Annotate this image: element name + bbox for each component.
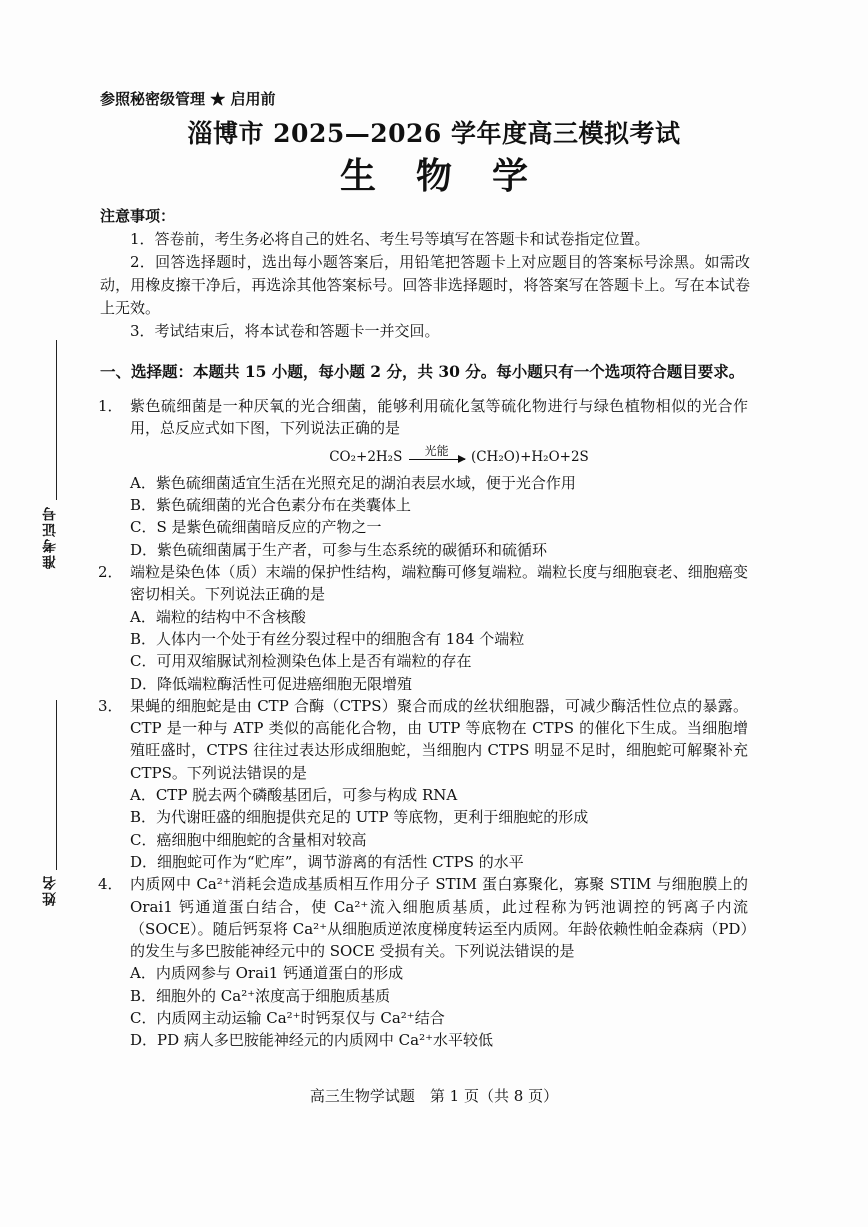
option-d: D．PD 病人多巴胺能神经元的内质网中 Ca²⁺水平较低 (130, 1031, 494, 1050)
arrow-condition: 光能 (424, 443, 449, 458)
reaction-arrow (409, 443, 465, 460)
option-c: C．可用双缩脲试剂检测染色体上是否有端粒的存在 (130, 652, 472, 671)
question-stem: 端粒是染色体（质）末端的保护性结构，端粒酶可修复端粒。端粒长度与细胞衰老、细胞癌变密切相关。下列说法正确的是 (130, 563, 748, 604)
formula-reactants: CO₂+2H₂S (329, 448, 403, 465)
option-c: C．内质网主动运输 Ca²⁺时钙泵仅与 Ca²⁺结合 (130, 1009, 445, 1028)
question-number: 4． (98, 875, 123, 894)
option-a: A．端粒的结构中不含核酸 (130, 607, 306, 626)
question-1 (98, 395, 748, 561)
question-stem: 内质网中 Ca²⁺消耗会造成基质相互作用分子 STIM 蛋白寡聚化，寡聚 STIM 与细胞膜上的 Orai1 钙通道蛋白结合，使 Ca²⁺流入细胞质基质，此过程称为钙池调控的钙离子内流（SOCE）。随后钙泵将 Ca²⁺从细胞质逆浓度梯度转运至内质网。年龄依赖性帕金森病（PD）的发生与多巴胺能神经元中的 SOCE 受损有关。下列说法错误的是 (130, 875, 748, 961)
option-b: B．细胞外的 Ca²⁺浓度高于细胞质基质 (130, 986, 391, 1005)
option-b: B．为代谢旺盛的细胞提供充足的 UTP 等底物，更利于细胞蛇的形成 (130, 808, 589, 827)
formula-products: (CH₂O)+H₂O+2S (470, 448, 589, 465)
margin-line-name (56, 700, 57, 870)
question-2 (98, 561, 748, 695)
option-c: C．癌细胞中细胞蛇的含量相对较高 (130, 830, 367, 849)
margin-label-exam-id: 准考证号 (42, 505, 58, 569)
option-b: B．紫色硫细菌的光合色素分布在类囊体上 (130, 496, 412, 515)
notice-item: 2．回答选择题时，选出每小题答案后，用铅笔把答题卡上对应题目的答案标号涂黑。如需改动，用橡皮擦干净后，再选涂其他答案标号。回答非选择题时，将答案写在答题卡上。写在本试卷上无效。 (100, 253, 750, 317)
question-number: 3． (98, 696, 123, 715)
question-3 (98, 695, 748, 873)
question-list (98, 395, 748, 1052)
option-a: A．CTP 脱去两个磷酸基团后，可参与构成 RNA (130, 786, 458, 805)
notice-item: 3．考试结束后，将本试卷和答题卡一并交回。 (130, 322, 440, 340)
section-heading: 一、选择题：本题共 15 小题，每小题 2 分，共 30 分。每小题只有一个选项符合题目要求。 (100, 362, 745, 381)
exam-title: 淄博市 2025—2026 学年度高三模拟考试 (187, 119, 681, 148)
page-footer: 高三生物学试题 第 1 页（共 8 页） (309, 1087, 559, 1105)
notice-list (100, 228, 750, 343)
option-d: D．紫色硫细菌属于生产者，可参与生态系统的碳循环和硫循环 (130, 540, 548, 559)
question-stem: 紫色硫细菌是一种厌氧的光合细菌，能够利用硫化氢等硫化物进行与绿色植物相似的光合作用，总反应式如下图，下列说法正确的是 (130, 397, 748, 438)
option-a: A．内质网参与 Orai1 钙通道蛋白的形成 (130, 964, 404, 983)
notice-item: 1．答卷前，考生务必将自己的姓名、考生号等填写在答题卡和试卷指定位置。 (130, 230, 650, 248)
secret-level-label: 参照秘密级管理 ★ 启用前 (100, 90, 276, 108)
margin-line-exam-id (56, 340, 57, 500)
question-4 (98, 873, 748, 1051)
question-number: 2． (98, 563, 123, 582)
arrow-icon (409, 459, 465, 460)
subject-title: 生物学 (339, 155, 568, 197)
option-d: D．细胞蛇可作为“贮库”，调节游离的有活性 CTPS 的水平 (130, 852, 524, 871)
option-c: C．S 是紫色硫细菌暗反应的产物之一 (130, 518, 382, 537)
notice-title: 注意事项： (100, 207, 176, 225)
question-stem: 果蝇的细胞蛇是由 CTP 合酶（CTPS）聚合而成的丝状细胞器，可减少酶活性位点的暴露。CTP 是一种与 ATP 类似的高能化合物，由 UTP 等底物在 CTPS 的催化下生成。当细胞增殖旺盛时，CTPS 往往过表达形成细胞蛇，当细胞内 CTPS 明显不足时，细胞蛇可解聚补充 CTPS。下列说法错误的是 (130, 696, 748, 782)
question-number: 1． (98, 397, 123, 415)
margin-label-name: 姓名 (42, 874, 58, 906)
option-d: D．降低端粒酶活性可促进癌细胞无限增殖 (130, 674, 413, 693)
reaction-formula (170, 443, 748, 468)
option-a: A．紫色硫细菌适宜生活在光照充足的湖泊表层水域，便于光合作用 (130, 473, 576, 492)
option-b: B．人体内一个处于有丝分裂过程中的细胞含有 184 个端粒 (130, 629, 525, 648)
